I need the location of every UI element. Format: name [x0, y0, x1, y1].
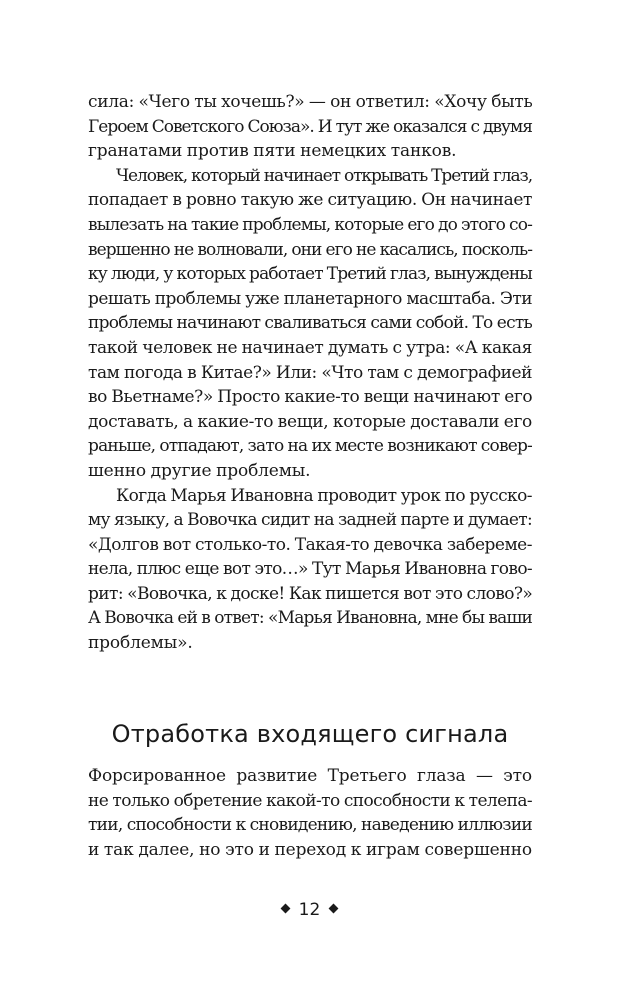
- text-block-top: [88, 90, 532, 656]
- text-line: и так далее, но это и переход к играм совершенно: [88, 839, 532, 860]
- text-line: там погода в Китае?» Или: «Что там с демографией: [88, 362, 532, 383]
- text-line: Когда Марья Ивановна проводит урок по русско-: [116, 485, 532, 506]
- text-line: Форсированное развитие Третьего глаза — это: [88, 766, 532, 786]
- text-block-bottom: [88, 764, 532, 862]
- text-line: решать проблемы уже планетарного масштаба. Эти: [88, 288, 532, 309]
- diamond-ornament-icon: [329, 903, 339, 913]
- text-line: вылезать на такие проблемы, которые его до этого со-: [88, 214, 532, 235]
- text-line: доставать, а какие-то вещи, которые доставали его: [88, 411, 532, 432]
- text-line: раньше, отпадают, зато на их месте возникают совер-: [88, 436, 532, 457]
- text-line: такой человек не начинает думать с утра: «А какая: [88, 337, 532, 358]
- paragraph-3: [88, 484, 532, 656]
- section-heading: Отработка входящего сигнала: [111, 720, 509, 748]
- text-line: шенно другие проблемы.: [88, 460, 311, 481]
- text-line: тии, способности к сновидению, наведению иллюзии: [88, 815, 532, 836]
- text-line: ку люди, у которых работает Третий глаз, вынуждены: [88, 264, 532, 285]
- text-line: му языку, а Вовочка сидит на задней парте и думает:: [88, 510, 532, 531]
- paragraph-4: [88, 764, 532, 862]
- text-line: рит: «Вовочка, к доске! Как пишется вот это слово?»: [88, 583, 533, 604]
- diamond-ornament-icon: [280, 903, 290, 913]
- page-number: 12: [298, 900, 321, 920]
- page-footer: [0, 898, 619, 922]
- paragraph-2: [88, 164, 532, 484]
- text-line: «Долгов вот столько-то. Такая-то девочка забереме-: [88, 534, 532, 555]
- text-line: Человек, который начинает открывать Третий глаз,: [116, 165, 532, 186]
- text-line: гранатами против пяти немецких танков.: [88, 141, 457, 162]
- text-line: нела, плюс еще вот это…» Тут Марья Ивановна гово-: [88, 559, 532, 580]
- text-line: вершенно не волновали, они его не касались, посколь-: [88, 239, 532, 260]
- text-line: во Вьетнаме?» Просто какие-то вещи начинают его: [88, 387, 533, 408]
- text-line: не только обретение какой-то способности к телепа-: [88, 790, 532, 811]
- text-line: попадает в ровно такую же ситуацию. Он начинает: [88, 190, 532, 211]
- text-line: Героем Советского Союза». И тут же оказался с двумя: [88, 116, 532, 137]
- paragraph-1: [88, 90, 532, 164]
- text-line: проблемы».: [88, 633, 193, 654]
- text-line: сила: «Чего ты хочешь?» — он ответил: «Хочу быть: [88, 92, 533, 112]
- text-line: проблемы начинают сваливаться сами собой. То есть: [88, 313, 532, 334]
- text-line: А Вовочка ей в ответ: «Марья Ивановна, мне бы ваши: [88, 608, 532, 629]
